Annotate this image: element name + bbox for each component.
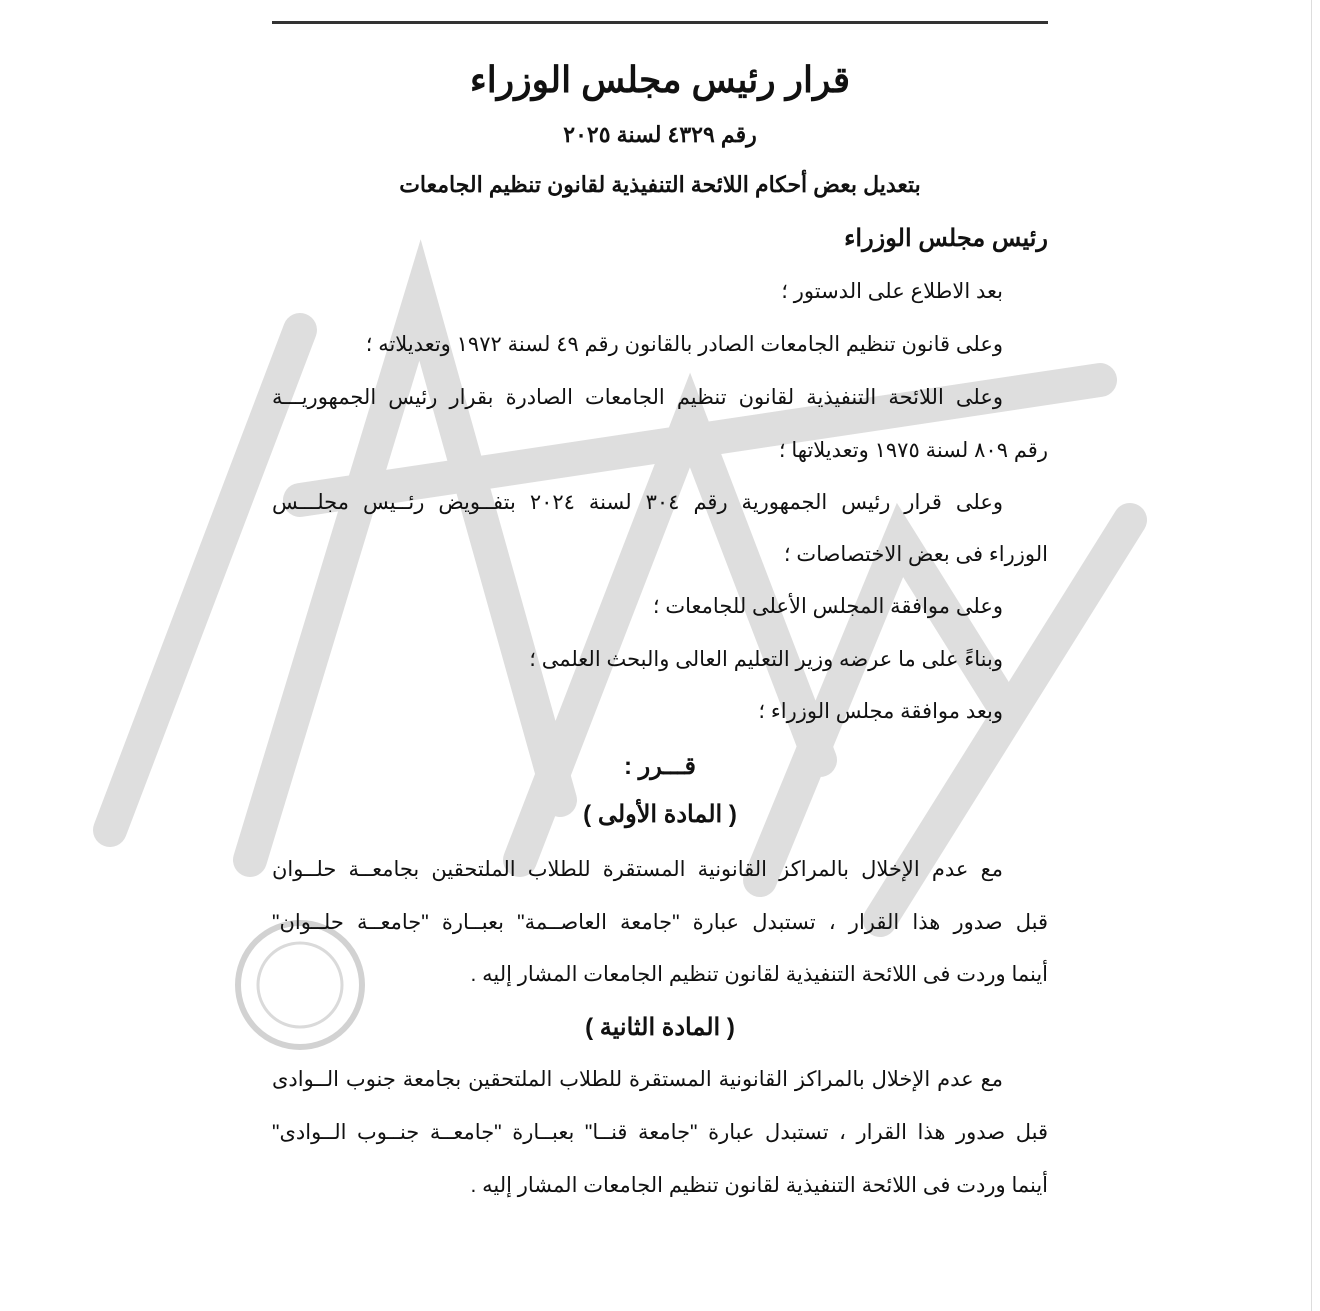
article-1-line: مع عدم الإخلال بالمراكز القانونية المستقرة للطلاب الملتحقين بجامعــة حلــوان [272, 858, 1003, 881]
page-edge [1311, 0, 1312, 1311]
decided-heading: قـــرر : [623, 753, 697, 780]
preamble-line: وبعد موافقة مجلس الوزراء ؛ [758, 700, 1003, 723]
article-1-line: قبل صدور هذا القرار ، تستبدل عبارة "جامعة العاصــمة" بعبــارة "جامعــة حلــوان" [272, 911, 1049, 934]
article-2-line: أينما وردت فى اللائحة التنفيذية لقانون تنظيم الجامعات المشار إليه . [470, 1174, 1048, 1197]
preamble-line: وعلى موافقة المجلس الأعلى للجامعات ؛ [652, 595, 1003, 618]
header-rule [272, 21, 1048, 24]
article-1-heading: ( المادة الأولى ) [583, 801, 737, 828]
decree-number: رقم ٤٣٢٩ لسنة ٢٠٢٥ [563, 122, 757, 147]
article-2-line: قبل صدور هذا القرار ، تستبدل عبارة "جامعة قنــا" بعبــارة "جامعــة جنــوب الــوادى" [272, 1121, 1048, 1144]
preamble-line: وعلى اللائحة التنفيذية لقانون تنظيم الجامعات الصادرة بقرار رئيس الجمهوريـــة [272, 386, 1003, 409]
decree-title: قرار رئيس مجلس الوزراء [469, 59, 851, 100]
article-2-heading: ( المادة الثانية ) [585, 1014, 735, 1041]
preamble-line: وعلى قرار رئيس الجمهورية رقم ٣٠٤ لسنة ٢٠٢٤ بتفــويض رئــيس مجلـــس [272, 491, 1003, 514]
preamble-line: وبناءً على ما عرضه وزير التعليم العالى والبحث العلمى ؛ [529, 648, 1003, 671]
issuer: رئيس مجلس الوزراء [844, 225, 1048, 252]
preamble-line: الوزراء فى بعض الاختصاصات ؛ [783, 543, 1048, 566]
article-1-line: أينما وردت فى اللائحة التنفيذية لقانون تنظيم الجامعات المشار إليه . [470, 963, 1048, 986]
preamble-line: رقم ٨٠٩ لسنة ١٩٧٥ وتعديلاتها ؛ [778, 439, 1048, 462]
article-2-line: مع عدم الإخلال بالمراكز القانونية المستقرة للطلاب الملتحقين بجامعة جنوب الــوادى [272, 1068, 1003, 1091]
decree-subject: بتعديل بعض أحكام اللائحة التنفيذية لقانون تنظيم الجامعات [399, 172, 921, 197]
preamble-line: وعلى قانون تنظيم الجامعات الصادر بالقانون رقم ٤٩ لسنة ١٩٧٢ وتعديلاته ؛ [365, 333, 1003, 356]
preamble-line: بعد الاطلاع على الدستور ؛ [781, 280, 1003, 303]
